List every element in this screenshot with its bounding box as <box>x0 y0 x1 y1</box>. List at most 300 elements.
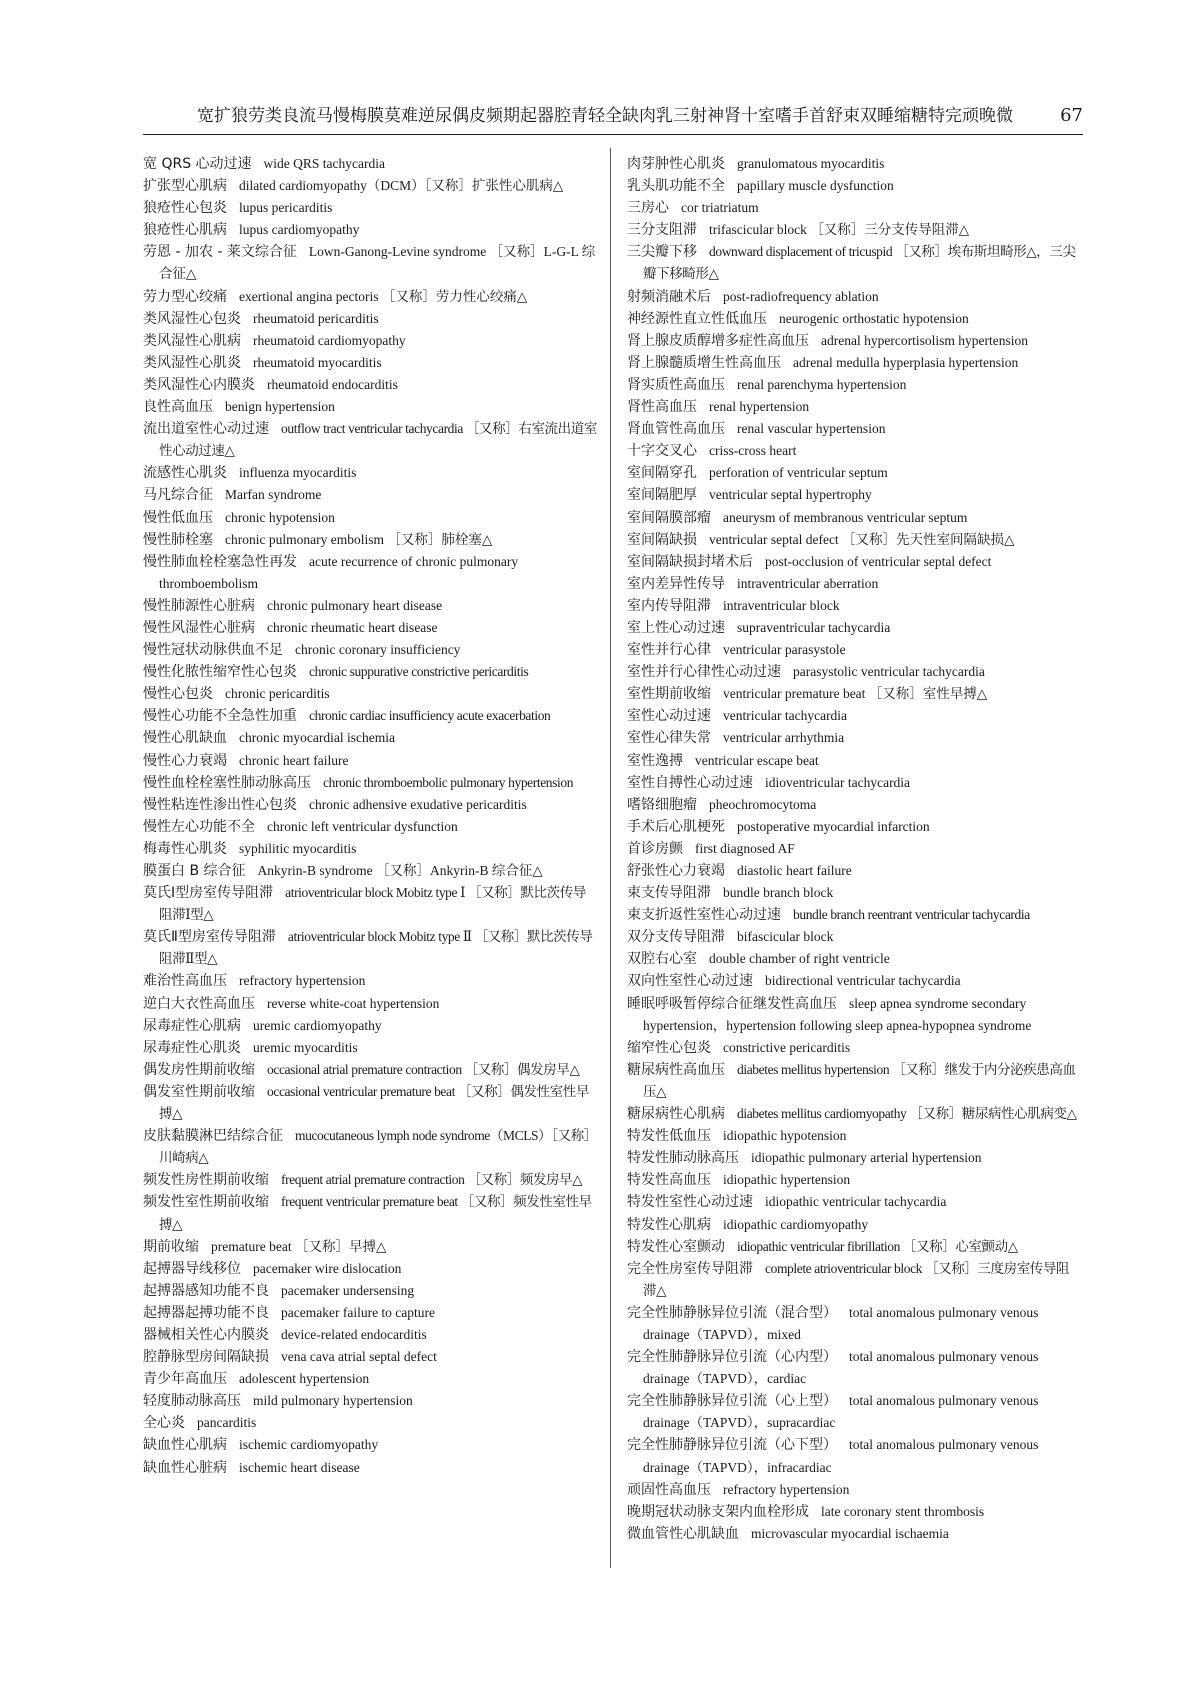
term-english: cor triatriatum <box>681 200 759 216</box>
glossary-entry <box>627 484 1082 506</box>
term-chinese: 完全性肺静脉异位引流（心下型） <box>627 1437 837 1454</box>
term-chinese: 晚期冠状动脉支架内血栓形成 <box>627 1503 809 1520</box>
term-chinese: 莫氏Ⅱ型房室传导阻滞 <box>143 929 276 946</box>
term-chinese: 室间隔缺损封堵术后 <box>627 553 753 570</box>
term-chinese: 扩张型心肌病 <box>143 178 227 195</box>
term-english: frequent atrial premature contraction ［又称］频发房早△ <box>281 1172 583 1188</box>
glossary-entry <box>143 1125 598 1169</box>
glossary-entry <box>627 794 1082 816</box>
term-english: microvascular myocardial ischaemia <box>751 1525 949 1541</box>
glossary-entry <box>627 661 1082 683</box>
glossary-entry <box>143 374 598 396</box>
glossary-entry <box>627 926 1082 948</box>
term-chinese: 流出道室性心动过速 <box>143 421 269 438</box>
term-english: postoperative myocardial infarction <box>737 818 930 834</box>
term-english: criss-cross heart <box>709 443 797 459</box>
glossary-entry <box>627 1302 1082 1346</box>
glossary-entry <box>143 750 598 772</box>
term-chinese: 缺血性心肌病 <box>143 1437 227 1454</box>
glossary-entry <box>143 551 598 595</box>
glossary-entry <box>143 705 598 727</box>
term-chinese: 特发性肺动脉高压 <box>627 1150 739 1167</box>
term-chinese: 肉芽肿性心肌炎 <box>627 156 725 172</box>
term-chinese: 特发性室性心动过速 <box>627 1194 753 1211</box>
term-chinese: 特发性心室颤动 <box>627 1238 725 1255</box>
term-english: lupus cardiomyopathy <box>239 222 360 238</box>
term-chinese: 室内差异性传导 <box>627 575 725 592</box>
glossary-entry <box>627 352 1082 374</box>
term-chinese: 室间隔缺损 <box>627 531 697 548</box>
glossary-entry <box>143 661 598 683</box>
term-chinese: 慢性心包炎 <box>143 686 213 703</box>
term-chinese: 室性心动过速 <box>627 708 711 725</box>
glossary-entry <box>143 1302 598 1324</box>
term-english: idiopathic cardiomyopathy <box>723 1216 869 1232</box>
term-chinese: 尿毒症性心肌炎 <box>143 1039 241 1056</box>
term-chinese: 完全性肺静脉异位引流（混合型） <box>627 1304 837 1321</box>
term-chinese: 难治性高血压 <box>143 973 227 990</box>
term-english: lupus pericarditis <box>239 200 333 216</box>
term-chinese: 束支传导阻滞 <box>627 885 711 902</box>
term-english: mild pulmonary hypertension <box>253 1393 413 1409</box>
term-english: idiopathic ventricular tachycardia <box>765 1194 947 1210</box>
term-english: outflow tract ventricular tachycardia ［又称］右室流出道室性心动过速△ <box>159 421 597 459</box>
glossary-entry <box>143 308 598 330</box>
term-english: aneurysm of membranous ventricular septum <box>723 509 968 525</box>
term-chinese: 三房心 <box>627 200 669 217</box>
term-chinese: 频发性室性期前收缩 <box>143 1194 269 1211</box>
glossary-entry <box>627 1169 1082 1191</box>
glossary-entry <box>143 352 598 374</box>
term-english: bidirectional ventricular tachycardia <box>765 973 961 989</box>
term-chinese: 三尖瓣下移 <box>627 244 697 261</box>
term-english: renal hypertension <box>709 399 810 415</box>
term-chinese: 慢性风湿性心脏病 <box>143 619 255 636</box>
term-chinese: 肾上腺髓质增生性高血压 <box>627 354 781 371</box>
term-english: ventricular parasystole <box>723 642 846 658</box>
term-english: chronic hypotension <box>225 509 335 525</box>
glossary-entry <box>627 1037 1082 1059</box>
term-english: total anomalous pulmonary venous drainage（TAPVD），supracardiac <box>643 1393 1039 1431</box>
glossary-entry <box>143 462 598 484</box>
term-chinese: 首诊房颤 <box>627 840 683 857</box>
glossary-entry <box>143 1081 598 1125</box>
running-header <box>143 102 1083 135</box>
glossary-entry <box>143 1434 598 1456</box>
term-english: refractory hypertension <box>723 1481 850 1497</box>
glossary-entry <box>627 462 1082 484</box>
term-english: total anomalous pulmonary venous drainage（TAPVD），cardiac <box>643 1349 1039 1387</box>
glossary-entry <box>143 1236 598 1258</box>
glossary-entry <box>143 330 598 352</box>
term-english: rheumatoid endocarditis <box>267 376 398 392</box>
glossary-entry <box>627 374 1082 396</box>
term-chinese: 三分支阻滞 <box>627 222 697 239</box>
term-english: chronic rheumatic heart disease <box>267 619 438 635</box>
term-english: rheumatoid cardiomyopathy <box>253 332 406 348</box>
glossary-entry <box>627 551 1082 573</box>
glossary-entry <box>627 860 1082 882</box>
term-english: post-occlusion of ventricular septal defect <box>765 553 992 569</box>
glossary-entry <box>627 772 1082 794</box>
term-chinese: 慢性心力衰竭 <box>143 752 227 769</box>
glossary-entry <box>143 617 598 639</box>
glossary-entry <box>143 1412 598 1434</box>
glossary-entry <box>143 484 598 506</box>
term-chinese: 宽 QRS 心动过速 <box>143 156 252 172</box>
term-chinese: 慢性化脓性缩窄性心包炎 <box>143 664 297 681</box>
term-chinese: 起搏器感知功能不良 <box>143 1282 269 1299</box>
term-chinese: 肾性高血压 <box>627 399 697 416</box>
glossary-entry <box>143 418 598 462</box>
glossary-entry <box>627 1523 1082 1545</box>
glossary-entry <box>627 219 1082 241</box>
glossary-entry <box>627 993 1082 1037</box>
glossary-entry <box>143 197 598 219</box>
term-chinese: 室性并行心律性心动过速 <box>627 664 781 681</box>
term-english: diastolic heart failure <box>737 863 852 878</box>
term-english: adolescent hypertension <box>239 1371 370 1387</box>
glossary-entry <box>143 396 598 418</box>
glossary-entry <box>627 440 1082 462</box>
term-chinese: 室性心律失常 <box>627 730 711 747</box>
glossary-entry <box>627 1147 1082 1169</box>
term-chinese: 室上性心动过速 <box>627 619 725 636</box>
glossary-entry <box>627 1191 1082 1213</box>
glossary-entry <box>627 330 1082 352</box>
term-english: diabetes mellitus cardiomyopathy ［又称］糖尿病性心肌病变△ <box>737 1106 1077 1122</box>
glossary-entry <box>627 970 1082 992</box>
term-chinese: 狼疮性心包炎 <box>143 200 227 217</box>
term-chinese: 类风湿性心内膜炎 <box>143 376 255 393</box>
term-chinese: 糖尿病性心肌病 <box>627 1106 725 1123</box>
glossary-entry <box>143 772 598 794</box>
term-chinese: 劳力型心绞痛 <box>143 288 227 305</box>
term-chinese: 室间隔穿孔 <box>627 465 697 482</box>
term-chinese: 肾上腺皮质醇增多症性高血压 <box>627 332 809 349</box>
term-chinese: 轻度肺动脉高压 <box>143 1393 241 1410</box>
glossary-entry <box>627 882 1082 904</box>
term-chinese: 慢性心功能不全急性加重 <box>143 708 297 725</box>
term-english: neurogenic orthostatic hypotension <box>779 310 969 326</box>
term-english: ventricular tachycardia <box>723 708 848 724</box>
glossary-entry <box>627 727 1082 749</box>
term-chinese: 特发性低血压 <box>627 1128 711 1145</box>
glossary-entry <box>143 683 598 705</box>
page-number: 67 <box>1060 105 1083 126</box>
term-english: renal vascular hypertension <box>737 421 886 437</box>
term-english: uremic cardiomyopathy <box>253 1017 382 1033</box>
glossary-entry <box>143 1390 598 1412</box>
term-chinese: 慢性血栓栓塞性肺动脉高压 <box>143 774 311 791</box>
term-english: chronic pulmonary embolism ［又称］肺栓塞△ <box>225 531 493 547</box>
glossary-entry <box>143 1280 598 1302</box>
term-chinese: 皮肤黏膜淋巴结综合征 <box>143 1128 283 1145</box>
glossary-entry <box>627 308 1082 330</box>
glossary-entry <box>627 286 1082 308</box>
term-chinese: 劳恩 - 加农 - 莱文综合征 <box>143 244 297 261</box>
term-english: adrenal medulla hyperplasia hypertension <box>793 354 1019 370</box>
term-chinese: 慢性左心功能不全 <box>143 818 255 835</box>
glossary-entry <box>143 860 598 882</box>
term-english: pheochromocytoma <box>709 796 817 812</box>
glossary-entry <box>627 573 1082 595</box>
term-chinese: 膜蛋白 B 综合征 <box>143 863 246 879</box>
glossary-entry <box>627 418 1082 440</box>
term-english: chronic adhensive exudative pericarditis <box>309 796 527 812</box>
term-chinese: 束支折返性室性心动过速 <box>627 907 781 924</box>
term-english: Lown-Ganong-Levine syndrome ［又称］L-G-L 综合征△ <box>159 244 596 282</box>
term-english: granulomatous myocarditis <box>737 156 885 171</box>
term-english: papillary muscle dysfunction <box>737 178 894 194</box>
glossary-entry <box>627 1125 1082 1147</box>
term-english: chronic left ventricular dysfunction <box>267 818 458 834</box>
term-english: intraventricular aberration <box>737 575 879 591</box>
left-column <box>143 153 598 1479</box>
term-english: rheumatoid pericarditis <box>253 310 379 326</box>
term-chinese: 器械相关性心内膜炎 <box>143 1326 269 1343</box>
term-english: ventricular escape beat <box>695 752 819 768</box>
term-chinese: 偶发房性期前收缩 <box>143 1061 255 1078</box>
term-chinese: 期前收缩 <box>143 1238 199 1255</box>
term-chinese: 神经源性直立性低血压 <box>627 310 767 327</box>
term-english: Ankyrin-B syndrome ［又称］Ankyrin-B 综合征△ <box>257 863 543 878</box>
term-english: pacemaker failure to capture <box>281 1304 436 1320</box>
term-chinese: 乳头肌功能不全 <box>627 178 725 195</box>
glossary-entry <box>143 1169 598 1191</box>
term-chinese: 舒张性心力衰竭 <box>627 863 725 879</box>
term-english: intraventricular block <box>723 597 840 613</box>
term-chinese: 慢性冠状动脉供血不足 <box>143 642 283 659</box>
term-chinese: 慢性肺源性心脏病 <box>143 597 255 614</box>
term-chinese: 良性高血压 <box>143 399 213 416</box>
glossary-entry <box>627 838 1082 860</box>
term-chinese: 室性并行心律 <box>627 642 711 659</box>
term-chinese: 起搏器起搏功能不良 <box>143 1304 269 1321</box>
term-english: bundle branch reentrant ventricular tachycardia <box>793 907 1030 923</box>
glossary-entry <box>627 197 1082 219</box>
right-column <box>627 153 1082 1545</box>
glossary-entry <box>627 683 1082 705</box>
term-chinese: 室性期前收缩 <box>627 686 711 703</box>
glossary-entry <box>143 529 598 551</box>
term-english: atrioventricular block Mobitz type Ⅰ ［又称］默比茨传导阻滞Ⅰ型△ <box>159 885 586 923</box>
term-chinese: 类风湿性心肌炎 <box>143 354 241 371</box>
term-chinese: 偶发室性期前收缩 <box>143 1083 255 1100</box>
term-chinese: 双腔右心室 <box>627 951 697 968</box>
glossary-entry <box>627 1236 1082 1258</box>
glossary-entry <box>627 1346 1082 1390</box>
term-chinese: 完全性肺静脉异位引流（心内型） <box>627 1349 837 1366</box>
glossary-entry <box>627 153 1082 175</box>
glossary-entry <box>143 153 598 175</box>
glossary-entry <box>627 1214 1082 1236</box>
term-english: idiopathic ventricular fibrillation ［又称］心室颤动△ <box>737 1238 1018 1254</box>
glossary-entry <box>143 241 598 285</box>
glossary-entry <box>143 970 598 992</box>
glossary-entry <box>143 1037 598 1059</box>
glossary-entry <box>143 882 598 926</box>
term-english: trifascicular block ［又称］三分支传导阻滞△ <box>709 222 970 238</box>
term-chinese: 室性逸搏 <box>627 752 683 769</box>
term-english: renal parenchyma hypertension <box>737 376 907 392</box>
term-chinese: 腔静脉型房间隔缺损 <box>143 1349 269 1366</box>
term-english: late coronary stent thrombosis <box>821 1503 985 1519</box>
term-english: frequent ventricular premature beat ［又称］频发性室性早搏△ <box>159 1194 592 1232</box>
term-english: adrenal hypercortisolism hypertension <box>821 332 1028 348</box>
term-english: wide QRS tachycardia <box>263 156 386 171</box>
glossary-entry <box>627 175 1082 197</box>
term-english: refractory hypertension <box>239 973 366 989</box>
glossary-entry <box>627 639 1082 661</box>
glossary-entry <box>143 1324 598 1346</box>
glossary-entry <box>143 1346 598 1368</box>
index-characters: 宽扩狼劳类良流马慢梅膜莫难逆尿偶皮频期起器腔青轻全缺肉乳三射神肾十室嗜手首舒束双睡缩糖特完顽晚微 <box>197 106 1013 126</box>
term-english: ventricular premature beat ［又称］室性早搏△ <box>723 686 988 702</box>
term-english: pancarditis <box>197 1415 257 1431</box>
term-chinese: 莫氏Ⅰ型房室传导阻滞 <box>143 885 274 902</box>
term-english: bundle branch block <box>723 885 834 901</box>
term-chinese: 射频消融术后 <box>627 288 711 305</box>
term-english: vena cava atrial septal defect <box>281 1349 437 1365</box>
term-chinese: 慢性低血压 <box>143 509 213 526</box>
term-english: chronic pulmonary heart disease <box>267 597 443 613</box>
term-chinese: 缩窄性心包炎 <box>627 1039 711 1056</box>
glossary-entry <box>143 1258 598 1280</box>
glossary-entry <box>627 396 1082 418</box>
term-chinese: 类风湿性心肌病 <box>143 332 241 349</box>
term-chinese: 慢性粘连性渗出性心包炎 <box>143 796 297 813</box>
term-english: pacemaker undersensing <box>281 1282 415 1298</box>
glossary-entry <box>143 1015 598 1037</box>
glossary-entry <box>627 816 1082 838</box>
term-english: ischemic heart disease <box>239 1459 360 1475</box>
glossary-entry <box>627 705 1082 727</box>
term-english: ventricular septal hypertrophy <box>709 487 872 503</box>
term-english: syphilitic myocarditis <box>239 840 357 856</box>
term-english: idiopathic hypotension <box>723 1128 847 1144</box>
term-chinese: 特发性心肌病 <box>627 1216 711 1233</box>
term-english: total anomalous pulmonary venous drainage（TAPVD），infracardiac <box>643 1437 1039 1475</box>
glossary-entry <box>143 794 598 816</box>
term-english: ventricular septal defect ［又称］先天性室间隔缺损△ <box>709 531 1015 547</box>
term-chinese: 室内传导阻滞 <box>627 597 711 614</box>
term-english: pacemaker wire dislocation <box>253 1260 402 1276</box>
glossary-entry <box>143 1191 598 1235</box>
glossary-entry <box>143 838 598 860</box>
term-english: chronic suppurative constrictive pericarditis <box>309 664 529 680</box>
term-english: supraventricular tachycardia <box>737 619 891 635</box>
term-chinese: 类风湿性心包炎 <box>143 310 241 327</box>
term-chinese: 狼疮性心肌病 <box>143 222 227 239</box>
term-chinese: 全心炎 <box>143 1415 185 1432</box>
term-english: chronic pericarditis <box>225 686 330 702</box>
glossary-entry <box>627 1479 1082 1501</box>
term-chinese: 缺血性心脏病 <box>143 1459 227 1476</box>
term-chinese: 室性自搏性心动过速 <box>627 774 753 791</box>
glossary-entry <box>143 1059 598 1081</box>
glossary-entry <box>627 507 1082 529</box>
term-english: chronic coronary insufficiency <box>295 642 461 658</box>
term-chinese: 双分支传导阻滞 <box>627 929 725 946</box>
term-english: benign hypertension <box>225 399 335 415</box>
term-chinese: 频发性房性期前收缩 <box>143 1172 269 1189</box>
term-english: Marfan syndrome <box>225 487 322 503</box>
glossary-entry <box>627 1434 1082 1478</box>
term-english: chronic cardiac insufficiency acute exacerbation <box>309 708 551 724</box>
term-english: uremic myocarditis <box>253 1039 358 1055</box>
term-english: idioventricular tachycardia <box>765 774 911 790</box>
term-chinese: 慢性肺血栓栓塞急性再发 <box>143 553 297 570</box>
term-chinese: 马凡综合征 <box>143 487 213 504</box>
term-chinese: 肾血管性高血压 <box>627 421 725 438</box>
glossary-entry <box>627 241 1082 285</box>
term-chinese: 特发性高血压 <box>627 1172 711 1189</box>
glossary-entry <box>143 595 598 617</box>
term-chinese: 室间隔肥厚 <box>627 487 697 504</box>
term-chinese: 慢性肺栓塞 <box>143 531 213 548</box>
term-english: chronic thromboembolic pulmonary hypertension <box>323 774 574 790</box>
term-english: idiopathic pulmonary arterial hypertension <box>751 1150 982 1166</box>
term-chinese: 青少年高血压 <box>143 1371 227 1388</box>
term-chinese: 起搏器导线移位 <box>143 1260 241 1277</box>
term-chinese: 微血管性心肌缺血 <box>627 1525 739 1542</box>
term-english: constrictive pericarditis <box>723 1039 851 1055</box>
term-chinese: 顽固性高血压 <box>627 1481 711 1498</box>
glossary-entry <box>627 529 1082 551</box>
glossary-entry <box>143 639 598 661</box>
term-english: complete atrioventricular block ［又称］三度房室传导阻滞△ <box>643 1260 1070 1298</box>
term-chinese: 手术后心肌梗死 <box>627 818 725 835</box>
glossary-entry <box>627 948 1082 970</box>
term-english: ventricular arrhythmia <box>723 730 845 746</box>
term-english: dilated cardiomyopathy（DCM）［又称］扩张性心肌病△ <box>239 178 564 194</box>
glossary-entry <box>627 904 1082 926</box>
glossary-entry <box>143 1457 598 1479</box>
term-chinese: 完全性肺静脉异位引流（心上型） <box>627 1393 837 1410</box>
glossary-entry <box>627 1390 1082 1434</box>
term-english: parasystolic ventricular tachycardia <box>793 664 985 680</box>
term-english: sleep apnea syndrome secondary hypertension，hypertension following sleep apnea-hypopnea syndrome <box>643 995 1032 1033</box>
glossary-entry <box>143 175 598 197</box>
term-chinese: 逆白大衣性高血压 <box>143 995 255 1012</box>
glossary-entry <box>627 750 1082 772</box>
term-english: total anomalous pulmonary venous drainage（TAPVD），mixed <box>643 1304 1039 1342</box>
term-chinese: 慢性心肌缺血 <box>143 730 227 747</box>
term-english: atrioventricular block Mobitz type Ⅱ ［又称］默比茨传导阻滞Ⅱ型△ <box>159 929 593 967</box>
term-english: rheumatoid myocarditis <box>253 354 382 370</box>
glossary-entry <box>143 727 598 749</box>
term-english: device-related endocarditis <box>281 1326 427 1342</box>
glossary-entry <box>627 1258 1082 1302</box>
glossary-entry <box>143 507 598 529</box>
glossary-entry <box>143 286 598 308</box>
term-chinese: 完全性房室传导阻滞 <box>627 1260 753 1277</box>
term-english: mucocutaneous lymph node syndrome（MCLS）［又称］川崎病△ <box>159 1128 597 1166</box>
term-english: occasional atrial premature contraction ［又称］偶发房早△ <box>267 1061 580 1077</box>
term-chinese: 梅毒性心肌炎 <box>143 840 227 857</box>
term-english: chronic heart failure <box>239 752 349 768</box>
term-english: acute recurrence of chronic pulmonary thromboembolism <box>159 553 519 591</box>
term-english: influenza myocarditis <box>239 465 357 481</box>
glossary-entry <box>627 595 1082 617</box>
glossary-entry <box>143 926 598 970</box>
glossary-entry <box>627 1059 1082 1103</box>
term-chinese: 室间隔膜部瘤 <box>627 509 711 526</box>
glossary-entry <box>627 1103 1082 1125</box>
glossary-entry <box>143 816 598 838</box>
term-english: chronic myocardial ischemia <box>239 730 395 746</box>
